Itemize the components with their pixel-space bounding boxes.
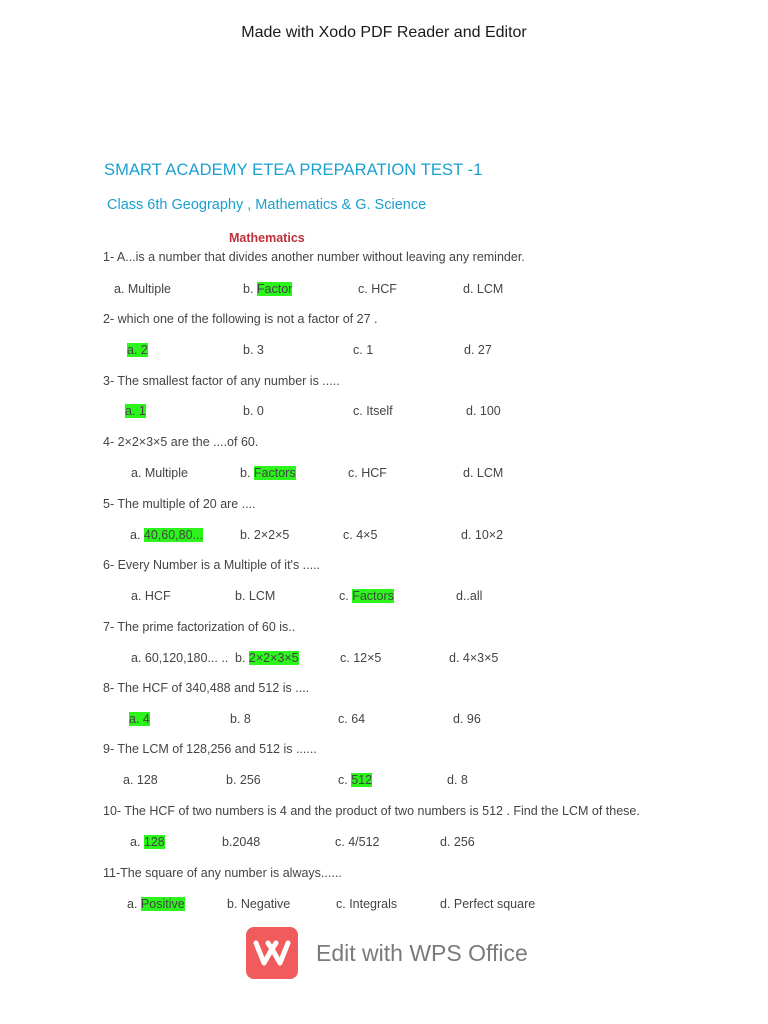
option-prefix: c.: [339, 589, 353, 603]
q6-option-c: [339, 589, 394, 603]
q5-answer-highlight: 40,60,80...: [143, 528, 203, 542]
q1-option-b: [243, 282, 292, 296]
q11-option-b: b. Negative: [227, 897, 291, 911]
q8-option-b: b. 8: [230, 712, 251, 726]
q2-option-a: [127, 343, 148, 357]
q5-option-c: c. 4×5: [343, 528, 378, 542]
wps-edit-link[interactable]: Edit with WPS Office: [316, 940, 528, 966]
q3-option-c: c. Itself: [353, 404, 393, 418]
q1-option-d: d. LCM: [463, 282, 504, 296]
q4-option-a: a. Multiple: [131, 466, 188, 480]
q9-answer-highlight: 512: [351, 773, 373, 787]
option-prefix: a.: [130, 835, 144, 849]
q6-option-b: b. LCM: [235, 589, 276, 603]
test-title: SMART ACADEMY ETEA PREPARATION TEST -1: [104, 161, 483, 179]
q5-option-b: b. 2×2×5: [240, 528, 290, 542]
q10-option-b: b.2048: [222, 835, 261, 849]
question-1: 1- A...is a number that divides another number without leaving any reminder.: [103, 250, 525, 264]
option-prefix: b.: [240, 466, 254, 480]
q8-option-d: d. 96: [453, 712, 481, 726]
q10-option-a: [130, 835, 165, 849]
option-prefix: a.: [127, 897, 141, 911]
question-6: 6- Every Number is a Multiple of it's .....: [103, 558, 321, 572]
q4-option-d: d. LCM: [463, 466, 504, 480]
q11-option-d: d. Perfect square: [440, 897, 536, 911]
q7-answer-highlight: 2×2×3×5: [248, 651, 299, 665]
question-5: 5- The multiple of 20 are ....: [103, 497, 256, 511]
q7-option-d: d. 4×3×5: [449, 651, 499, 665]
xodo-watermark: Made with Xodo PDF Reader and Editor: [241, 24, 527, 41]
q4-option-c: c. HCF: [348, 466, 387, 480]
q6-option-d: d..all: [456, 589, 483, 603]
q11-option-c: c. Integrals: [336, 897, 398, 911]
question-4: 4- 2×2×3×5 are the ....of 60.: [103, 435, 259, 449]
option-prefix: b.: [243, 282, 257, 296]
q6-option-a: a. HCF: [131, 589, 171, 603]
q1-option-c: c. HCF: [358, 282, 397, 296]
q8-answer-highlight: a. 4: [129, 712, 150, 726]
q3-option-a: [125, 404, 146, 418]
option-prefix: a.: [130, 528, 144, 542]
q7-option-a: a. 60,120,180... ..: [131, 651, 229, 665]
q2-option-d: d. 27: [464, 343, 492, 357]
question-7: 7- The prime factorization of 60 is..: [103, 620, 296, 634]
test-subtitle: Class 6th Geography , Mathematics & G. Science: [107, 197, 427, 213]
question-9: 9- The LCM of 128,256 and 512 is ......: [103, 742, 317, 756]
q11-option-a: [127, 897, 185, 911]
q8-option-c: c. 64: [338, 712, 366, 726]
section-heading: Mathematics: [229, 231, 305, 245]
q7-option-c: c. 12×5: [340, 651, 382, 665]
q3-answer-highlight: a. 1: [125, 404, 146, 418]
q10-option-c: c. 4/512: [335, 835, 380, 849]
q9-option-a: a. 128: [123, 773, 158, 787]
q4-option-b: [240, 466, 296, 480]
q5-option-a: [130, 528, 203, 542]
q9-option-d: d. 8: [447, 773, 468, 787]
q9-option-b: b. 256: [226, 773, 261, 787]
q6-answer-highlight: Factors: [352, 589, 394, 603]
q2-answer-highlight: a. 2: [127, 343, 148, 357]
question-2: 2- which one of the following is not a factor of 27 .: [103, 312, 378, 326]
q3-option-b: b. 0: [243, 404, 264, 418]
q1-option-a: a. Multiple: [114, 282, 171, 296]
q7-option-b: [235, 651, 299, 665]
q9-option-c: [338, 773, 372, 787]
q4-answer-highlight: Factors: [253, 466, 296, 480]
q2-option-b: b. 3: [243, 343, 264, 357]
question-3: 3- The smallest factor of any number is .....: [103, 374, 340, 388]
q11-answer-highlight: Positive: [140, 897, 185, 911]
q1-answer-highlight: Factor: [256, 282, 293, 296]
question-11: 11-The square of any number is always......: [103, 866, 342, 880]
option-prefix: c.: [338, 773, 352, 787]
wps-logo-icon[interactable]: [246, 927, 298, 979]
q10-option-d: d. 256: [440, 835, 475, 849]
q2-option-c: c. 1: [353, 343, 374, 357]
q3-option-d: d. 100: [466, 404, 501, 418]
question-8: 8- The HCF of 340,488 and 512 is ....: [103, 681, 310, 695]
question-10: 10- The HCF of two numbers is 4 and the product of two numbers is 512 . Find the LCM of these.: [103, 804, 640, 818]
q5-option-d: d. 10×2: [461, 528, 504, 542]
q8-option-a: [129, 712, 150, 726]
q10-answer-highlight: 128: [143, 835, 165, 849]
option-prefix: b.: [235, 651, 249, 665]
